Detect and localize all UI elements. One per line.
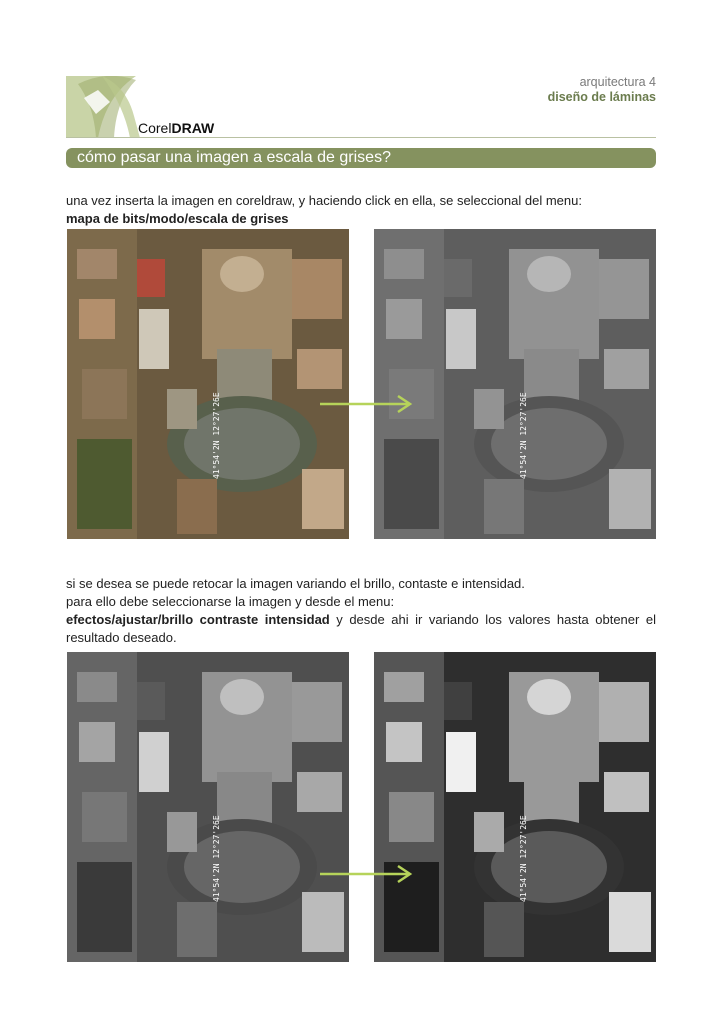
arrow-right-icon bbox=[318, 392, 418, 416]
photo-coordinates-stamp: 41°54'2N 12°27'26E bbox=[519, 392, 528, 479]
menu-path-grayscale: mapa de bits/modo/escala de grises bbox=[66, 211, 289, 226]
course-subject: diseño de láminas bbox=[547, 90, 656, 104]
menu-path-brightness-contrast: efectos/ajustar/brillo contraste intensidad bbox=[66, 612, 330, 627]
header-divider bbox=[66, 137, 656, 138]
photo-coordinates-stamp: 41°54'2N 12°27'26E bbox=[519, 815, 528, 902]
instruction-paragraph-2: si se desea se puede retocar la imagen variando el brillo, contaste e intensidad. para ello debe seleccionarse la imagen y desde el menu: efectos/ajustar/brillo contraste intensidad y desde ahi ir variando los valores hasta obtener el resultado deseado. bbox=[66, 576, 656, 645]
aerial-photo-grayscale bbox=[374, 229, 656, 539]
section-title: cómo pasar una imagen a escala de grises? bbox=[66, 148, 656, 168]
aerial-photo-color bbox=[67, 229, 349, 539]
instruction-paragraph-1: una vez inserta la imagen en coreldraw, y haciendo click en ella, se seleccional del menu: mapa de bits/modo/escala de grises bbox=[66, 193, 582, 226]
photo-coordinates-stamp: 41°54'2N 12°27'26E bbox=[212, 392, 221, 479]
course-name: arquitectura 4 bbox=[579, 75, 656, 89]
course-header bbox=[548, 75, 656, 105]
photo-coordinates-stamp: 41°54'2N 12°27'26E bbox=[212, 815, 221, 902]
arrow-right-icon bbox=[318, 862, 418, 886]
aerial-photo-grayscale-original bbox=[67, 652, 349, 962]
coreldraw-wordmark: CorelDRAW bbox=[138, 120, 215, 136]
aerial-photo-high-contrast bbox=[374, 652, 656, 962]
